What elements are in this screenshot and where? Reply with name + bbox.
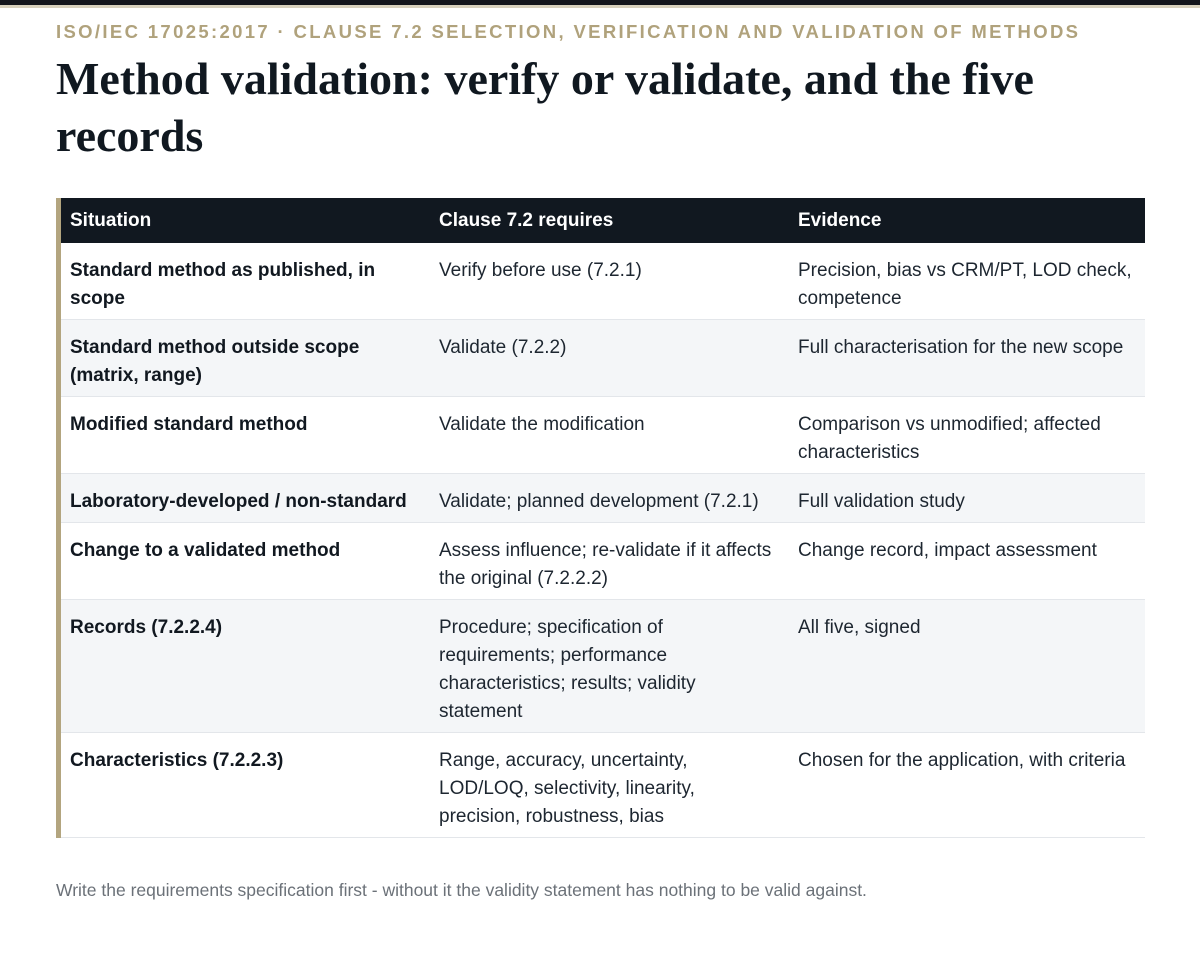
table-row (61, 733, 1145, 838)
table-row (61, 320, 1145, 397)
cell-requires: Validate the modification (430, 397, 789, 474)
cell-evidence: Full characterisation for the new scope (789, 320, 1145, 397)
cell-situation: Change to a validated method (61, 523, 430, 600)
cell-requires: Validate; planned development (7.2.1) (430, 474, 789, 523)
cell-requires: Range, accuracy, uncertainty, LOD/LOQ, selectivity, linearity, precision, robustness, bias (430, 733, 789, 838)
cell-evidence: Chosen for the application, with criteria (789, 733, 1145, 838)
footer-note: Write the requirements specification first - without it the validity statement has nothing to be valid against. (56, 880, 867, 900)
header-requires: Clause 7.2 requires (430, 198, 789, 243)
cell-situation: Records (7.2.2.4) (61, 600, 430, 733)
table-header-row (61, 198, 1145, 243)
cell-requires: Procedure; specification of requirements; performance characteristics; results; validity statement (430, 600, 789, 733)
eyebrow: ISO/IEC 17025:2017 · CLAUSE 7.2 SELECTION, VERIFICATION AND VALIDATION OF METHODS (56, 21, 1081, 42)
cell-evidence: Change record, impact assessment (789, 523, 1145, 600)
cell-evidence: Full validation study (789, 474, 1145, 523)
method-validation-table-wrap (56, 198, 1145, 838)
cell-requires: Validate (7.2.2) (430, 320, 789, 397)
cell-requires: Verify before use (7.2.1) (430, 243, 789, 320)
table-row (61, 523, 1145, 600)
page-title: Method validation: verify or validate, and the five records (56, 53, 1034, 161)
cell-situation: Standard method as published, in scope (61, 243, 430, 320)
cell-evidence: Comparison vs unmodified; affected characteristics (789, 397, 1145, 474)
header-situation: Situation (61, 198, 430, 243)
top-rule-accent (0, 5, 1200, 8)
table-row (61, 474, 1145, 523)
table-row (61, 243, 1145, 320)
method-validation-table (61, 198, 1145, 838)
cell-evidence: Precision, bias vs CRM/PT, LOD check, competence (789, 243, 1145, 320)
table-row (61, 600, 1145, 733)
cell-evidence: All five, signed (789, 600, 1145, 733)
cell-requires: Assess influence; re-validate if it affects the original (7.2.2.2) (430, 523, 789, 600)
cell-situation: Modified standard method (61, 397, 430, 474)
cell-situation: Standard method outside scope (matrix, range) (61, 320, 430, 397)
cell-situation: Characteristics (7.2.2.3) (61, 733, 430, 838)
cell-situation: Laboratory-developed / non-standard (61, 474, 430, 523)
header-evidence: Evidence (789, 198, 1145, 243)
table-row (61, 397, 1145, 474)
